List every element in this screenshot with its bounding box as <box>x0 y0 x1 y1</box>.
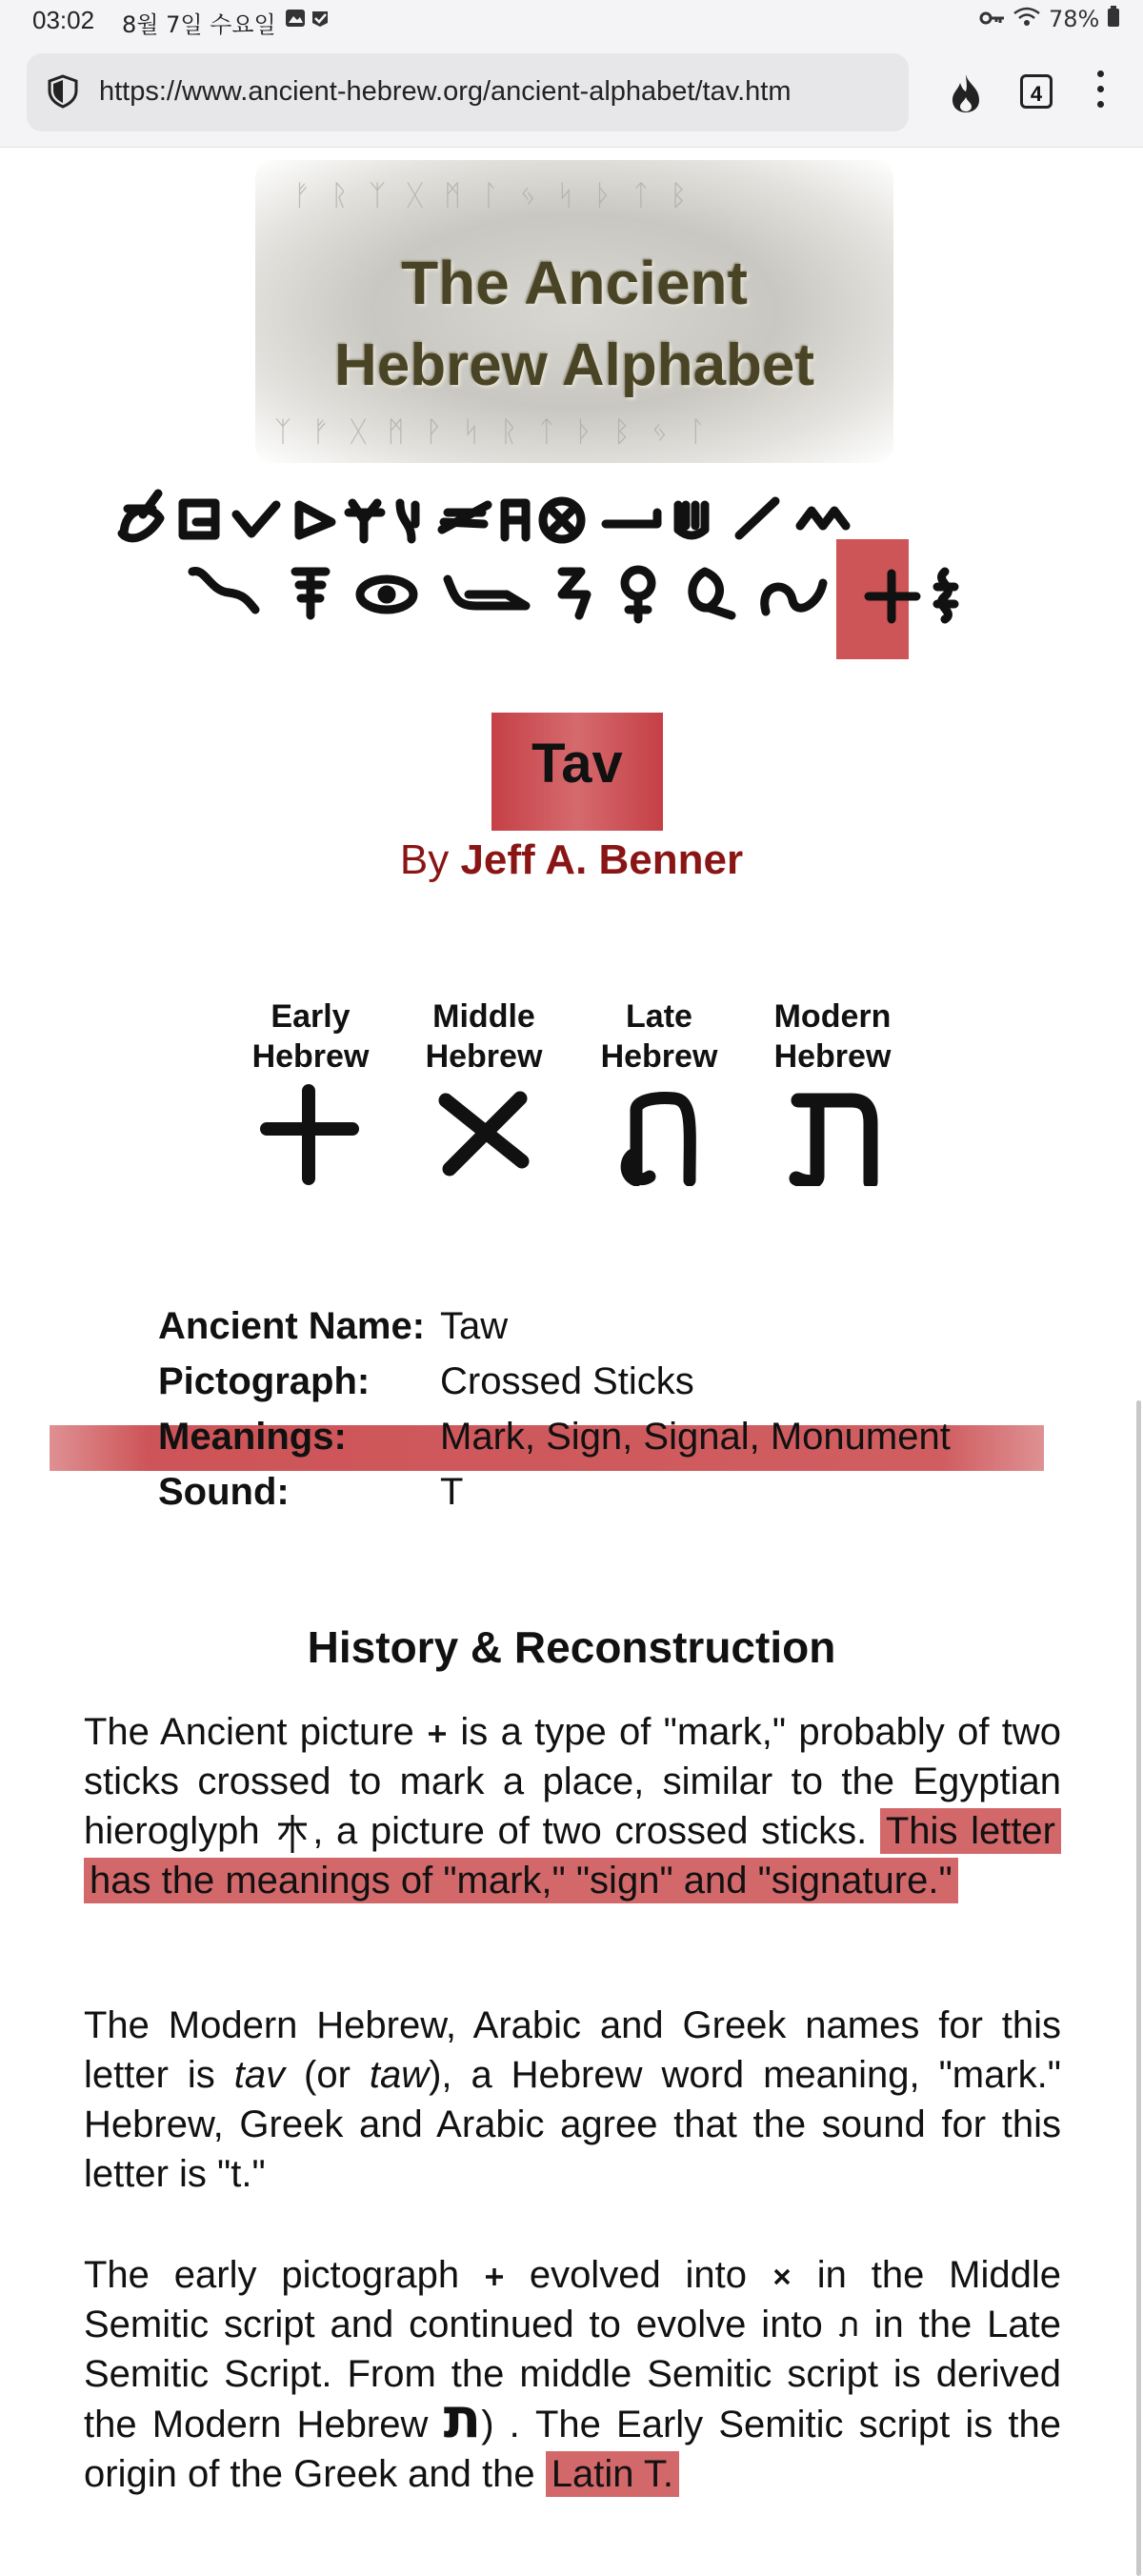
middle-tav-inline-icon <box>772 2266 792 2287</box>
key-icon <box>979 10 1006 27</box>
script-header-modern: Modern Hebrew <box>773 998 892 1075</box>
script-header-early: Early Hebrew <box>251 998 370 1075</box>
battery-icon <box>1107 6 1120 27</box>
banner-title-line2: Hebrew Alphabet <box>333 332 815 398</box>
scrollbar[interactable] <box>1136 1400 1141 2576</box>
url-text[interactable]: https://www.ancient-hebrew.org/ancient-alphabet/tav.htm <box>99 76 792 107</box>
byline-label: By <box>399 836 461 883</box>
status-time: 03:02 <box>32 6 95 34</box>
script-header-middle: Middle Hebrew <box>425 998 543 1075</box>
notification-icons <box>284 6 341 36</box>
address-bar[interactable] <box>27 53 909 131</box>
author-link[interactable]: Jeff A. Benner <box>460 836 744 883</box>
byline <box>0 836 1143 884</box>
early-hebrew-tav-glyph <box>253 1081 368 1186</box>
fire-icon[interactable] <box>947 72 985 114</box>
history-paragraph-2: The Modern Hebrew, Arabic and Greek names for this letter is tav (or taw), a Hebrew word meaning, "mark." Hebrew, Greek and Arabic agree that the sound for this letter is "t." <box>84 2004 1061 2195</box>
history-paragraph-3: The early pictograph evolved into in the Middle Semitic script and continued to evolve into in the Late Semitic Script. From the middle Semitic script is derived the Modern Hebrew ת) . The Early Semitic script is the origin of the Greek and the Latin T. <box>84 2254 1062 2495</box>
meanings-sentence-highlight: This letter has the meanings of "mark," "sign" and "signature." <box>84 1808 1061 1903</box>
tab-switcher-button[interactable]: 4 <box>1020 74 1053 109</box>
alphabet-pictographs <box>114 476 1029 667</box>
hieroglyph-crossed-sticks-icon <box>272 1811 312 1855</box>
status-date: 8월 7일 수요일 <box>122 11 276 38</box>
latin-t-highlight: Latin T. <box>546 2451 679 2497</box>
early-tav-inline-icon <box>484 2266 505 2287</box>
script-header-late: Late Hebrew <box>600 998 718 1075</box>
history-paragraph-1: The Ancient picture is a type of "mark," probably of two sticks crossed to mark a place, similar to the Egyptian hieroglyph , a picture of two crossed sticks. This letter has the meanings of "mark," "sign" and "signature." <box>84 1711 1061 1902</box>
status-right <box>979 6 1120 32</box>
modern-tav-inline-glyph: ת <box>443 2385 482 2450</box>
middle-hebrew-tav-glyph <box>427 1081 541 1186</box>
browser-toolbar <box>0 44 1143 148</box>
shield-icon[interactable] <box>46 74 80 109</box>
banner-inscription-bottom: ᛉ ᚠ ᚷ ᛗ ᚹ ᛋ ᚱ ᛏ ᚦ ᛒ ᛃ ᛚ <box>274 415 712 449</box>
history-heading: History & Reconstruction <box>307 1622 836 1672</box>
more-options-icon[interactable] <box>1095 70 1105 114</box>
early-tav-inline-icon <box>427 1723 448 1744</box>
site-banner[interactable] <box>255 160 893 463</box>
page-title: Tav <box>531 733 623 795</box>
late-tav-inline-icon <box>838 2315 859 2338</box>
wifi-icon <box>1013 6 1041 27</box>
banner-title-line1: The Ancient <box>401 249 748 317</box>
banner-inscription-top: ᚠ ᚱ ᛉ ᚷ ᛗ ᛚ ᛃ ᛋ ᚦ ᛏ ᛒ <box>293 179 693 212</box>
modern-hebrew-tav-glyph <box>775 1081 890 1186</box>
late-hebrew-tav-glyph <box>602 1081 716 1186</box>
battery-level: 78% <box>1049 6 1100 32</box>
status-bar <box>0 0 1143 44</box>
